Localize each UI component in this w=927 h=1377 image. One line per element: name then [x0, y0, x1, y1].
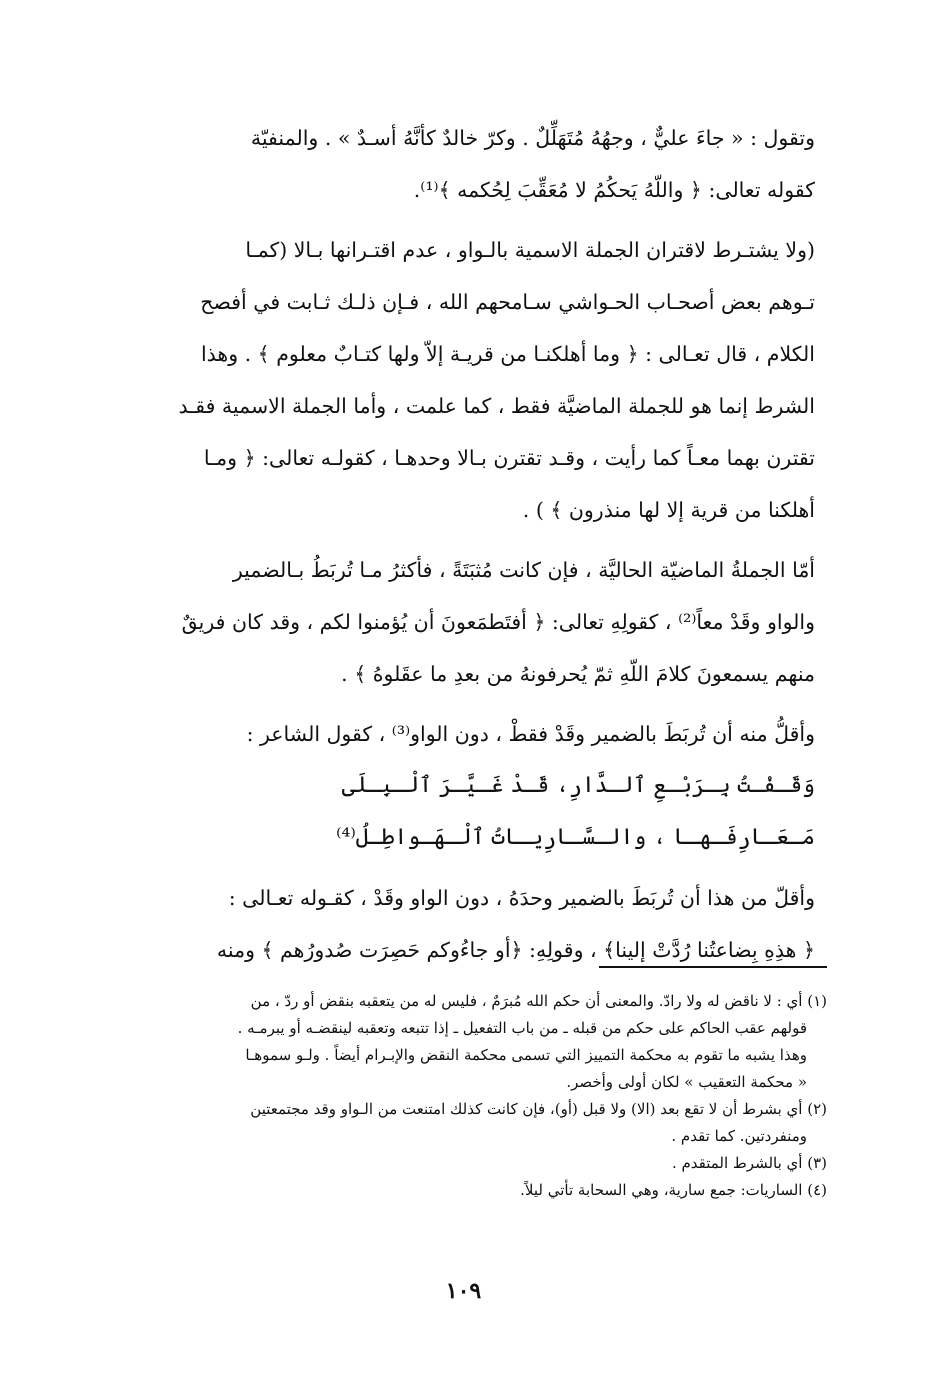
paragraph-3 — [103, 544, 815, 700]
text-line: وأقلُّ منه أن تُربَطَ بالضمير وقَدْ فقطْ ، دون الواو⁽³⁾ ، كقول الشاعر : — [246, 722, 815, 746]
text-line: ﴿ هذِهِ بِضاعتُنا رُدَّتْ إلينا﴾ ، وقولِهِ: ﴿أو جاءُوكم حَصِرَت صُدورُهم ﴾ ومنه — [216, 938, 815, 962]
footnote-line: (٤) الساريات: جمع سارية، وهي السحابة تأتي ليلاً. — [520, 1181, 827, 1199]
footnote-line: (١) أي : لا ناقض له ولا رادّ. والمعنى أن حكم الله مُبرَمٌ ، فليس له من يتعقبه بنقض أو ردّ ، من — [250, 992, 827, 1010]
text-line: تقترن بهما معـاً كما رأيت ، وقـد تقترن بـالا وحدهـا ، كقولـه تعالى: ﴿ ومـا — [203, 446, 815, 470]
footnote-line: « محكمة التعقيب » لكان أولى وأخصر. — [566, 1073, 807, 1091]
paragraph-5 — [103, 872, 815, 976]
footnote-2 — [97, 1096, 827, 1150]
verse-hemistich-1: وَقَـفْـتُ بِـرَبْـعِ ٱلـدَّارِ، قَـدْ غَـيَّـرَ ٱلْـبِـلَى — [341, 773, 815, 798]
footnote-4 — [97, 1177, 827, 1204]
text-line: أهلكنا من قرية إلا لها منذرون ﴾ ) . — [522, 498, 815, 522]
footnote-3 — [97, 1150, 827, 1177]
text-line: (ولا يشتـرط لاقتران الجملة الاسمية بالـواو ، عدم اقتـرانها بـالا (كمـا — [245, 238, 815, 262]
main-text — [103, 112, 815, 976]
poetry-verse — [103, 760, 815, 864]
text-line: وأقلّ من هذا أن تُربَطَ بالضمير وحدَهُ ، دون الواو وقَدْ ، كقـوله تعـالى : — [228, 886, 815, 910]
paragraph-2 — [103, 224, 815, 536]
text-line: وتقول : « جاءَ عليٌّ ، وجهُهُ مُتَهَلِّلٌ . وكرّ خالدٌ كأنَّهُ أسـدٌ » . والمنفيّة — [250, 126, 815, 150]
footnote-line: وهذا يشبه ما تقوم به محكمة التمييز التي تسمى محكمة النقض والإبـرام أيضاً . ولـو سموهـا — [245, 1046, 807, 1064]
paragraph-1 — [103, 112, 815, 216]
text-line: منهم يسمعونَ كلامَ اللّهِ ثمّ يُحرفونهُ من بعدِ ما عقَلوهُ ﴾ . — [341, 662, 815, 686]
text-line: تـوهم بعض أصحـاب الحـواشي سـامحهم الله ، فـإن ذلـك ثـابت في أفصح — [200, 290, 815, 314]
footnote-separator — [599, 966, 827, 968]
text-line: أمّا الجملةُ الماضيّة الحاليَّة ، فإن كانت مُثبَتَةً ، فأكثرُ مـا تُربَطُ بـالضمير — [232, 558, 815, 582]
footnote-line: (٢) أي بشرط أن لا تقع بعد (الا) ولا قبل (أو)، فإن كانت كذلك امتنعت من الـواو وقد مجتمعتين — [250, 1100, 827, 1118]
paragraph-4 — [103, 708, 815, 760]
page-number: ١٠٩ — [445, 1278, 482, 1304]
footnote-1 — [97, 988, 827, 1096]
text-line: الكلام ، قال تعـالى : ﴿ وما أهلكنـا من قريـة إلاّ ولها كتـابٌ معلوم ﴾ . وهذا — [200, 342, 815, 366]
footnote-line: قولهم عقب الحاكم على حكم من قبله ـ من باب التفعيل ـ إذا تتبعه وتعقبه لينقضـه أو يبرمـه . — [237, 1019, 807, 1037]
text-line: والواو وقَدْ معاً⁽²⁾ ، كقولِهِ تعالى: ﴿ أفتَطمَعونَ أن يُؤمنوا لكم ، وقد كان فريقٌ — [181, 610, 815, 634]
text-line: كقوله تعالى: ﴿ واللّهُ يَحكُمُ لا مُعَقِّبَ لِحُكمه ﴾⁽¹⁾. — [413, 178, 815, 202]
footnotes — [97, 988, 827, 1204]
verse-hemistich-2: مَـعَـارِفَـهـا ، والـسَّـارِيـاتُ ٱلْـهَـواطِـلُ⁽⁴⁾ — [336, 825, 815, 850]
footnote-line: (٣) أي بالشرط المتقدم . — [671, 1154, 827, 1172]
footnote-line: ومنفردتين. كما تقدم . — [671, 1127, 807, 1145]
text-line: الشرط إنما هو للجملة الماضيَّة فقط ، كما علمت ، وأما الجملة الاسمية فقـد — [178, 394, 815, 418]
